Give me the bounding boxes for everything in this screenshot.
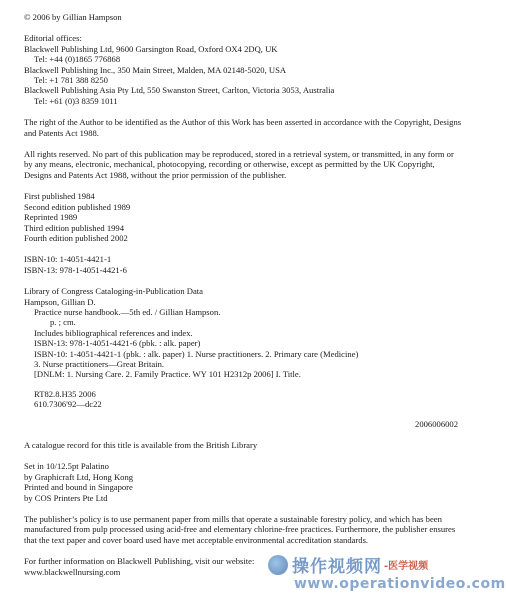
production-line: Set in 10/12.5pt Palatino: [24, 461, 109, 472]
production-line: Printed and bound in Singapore: [24, 482, 133, 493]
production-credits: [24, 461, 464, 503]
office-phone: Tel: +61 (0)3 8359 1011: [34, 95, 118, 106]
cip-pagination: p. ; cm.: [50, 317, 76, 328]
edition-line: Second edition published 1989: [24, 201, 131, 212]
watermark-title-row: [268, 552, 428, 577]
cip-heading: Library of Congress Cataloging-in-Publication Data: [24, 286, 203, 297]
cip-title-line: Practice nurse handbook.—5th ed. / Gillian Hampson.: [34, 306, 221, 317]
production-line: by Graphicraft Ltd, Hong Kong: [24, 471, 134, 482]
office-phone: Tel: +44 (0)1865 776868: [34, 54, 121, 65]
edition-line: First published 1984: [24, 191, 95, 202]
cip-data: [24, 286, 464, 429]
office-address: Blackwell Publishing Ltd, 9600 Garsington Road, Oxford OX4 2DQ, UK: [24, 43, 278, 54]
copyright-line: © 2006 by Gillian Hampson: [24, 12, 122, 22]
edition-line: Reprinted 1989: [24, 212, 78, 223]
cip-control-number: 2006006002: [415, 418, 458, 429]
office-address: Blackwell Publishing Inc., 350 Main Street, Malden, MA 02148-5020, USA: [24, 64, 287, 75]
watermark-chinese: 操作视频网: [292, 557, 382, 577]
isbn-block: [24, 254, 464, 275]
cip-author: Hampson, Gillian D.: [24, 296, 96, 307]
author-rights-statement: The right of the Author to be identified as the Author of this Work has been asserted in accordance with the Copyright, Designs and Patents Act 1988.: [24, 117, 462, 138]
cip-isbn-10-subjects: ISBN-10: 1-4051-4421-1 (pbk. : alk. paper) 1. Nurse practitioners. 2. Primary care (Medicine): [34, 348, 359, 359]
watermark-subtitle: -医学视频: [384, 561, 429, 572]
watermark: [264, 552, 506, 596]
cip-subject: 3. Nurse practitioners—Great Britain.: [34, 358, 165, 369]
edition-line: Third edition published 1994: [24, 222, 125, 233]
all-rights-reserved-statement: All rights reserved. No part of this publication may be reproduced, stored in a retrieval system, or transmitted, in any form or by any means, electronic, mechanical, photocopying, recording or otherwise, except as permitted by the UK Copyright, Designs and Patents Act 1988, without the prior permission of the publisher.: [24, 149, 454, 180]
office-phone: Tel: +1 781 388 8250: [34, 75, 108, 86]
production-line: by COS Printers Pte Ltd: [24, 492, 108, 503]
cip-dewey-class: 610.7306'92—dc22: [34, 399, 102, 410]
cip-lc-class: RT82.8.H35 2006: [34, 388, 96, 399]
office-address: Blackwell Publishing Asia Pty Ltd, 550 Swanston Street, Carlton, Victoria 3053, Australia: [24, 85, 335, 96]
edition-line: Fourth edition published 2002: [24, 232, 128, 243]
editorial-heading: Editorial offices:: [24, 33, 82, 44]
website-url: www.blackwellnursing.com: [24, 566, 121, 577]
isbn-13: ISBN-13: 978-1-4051-4421-6: [24, 264, 127, 275]
paper-policy-statement: The publisher’s policy is to use permanent paper from mills that operate a sustainable forestry policy, and which has been manufactured from pulp processed using acid-free and elementary chlorine-free practices. Furthermore, the publisher ensures that the text paper and cover board used have met acceptable environmental accreditation standards.: [24, 514, 456, 545]
cip-dnlm: [DNLM: 1. Nursing Care. 2. Family Practice. WY 101 H2312p 2006] I. Title.: [34, 369, 301, 380]
globe-logo-icon: [268, 555, 288, 575]
isbn-10: ISBN-10: 1-4051-4421-1: [24, 254, 112, 265]
cip-note: Includes bibliographical references and index.: [34, 327, 193, 338]
copyright-page: [24, 12, 464, 577]
editorial-offices: [24, 33, 464, 106]
further-info-line: For further information on Blackwell Publishing, visit our website:: [24, 556, 255, 567]
cip-isbn-13: ISBN-13: 978-1-4051-4421-6 (pbk. : alk. paper): [34, 338, 201, 349]
edition-history: [24, 191, 464, 243]
watermark-url: www.operationvideo.com: [294, 576, 506, 592]
catalogue-record-note: A catalogue record for this title is available from the British Library: [24, 440, 258, 450]
